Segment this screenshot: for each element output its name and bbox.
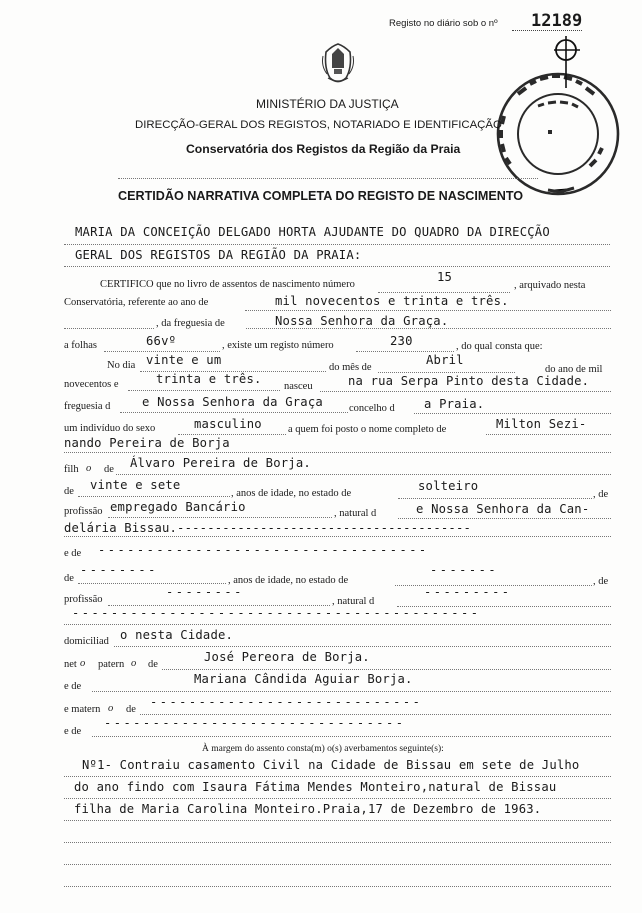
mae-de-label: de [64,573,74,584]
natural-pai-value: e Nossa Senhora da Can- [416,502,590,516]
concelho-label: concelho d [349,403,395,414]
consta-label: , do qual consta que: [456,341,543,352]
nome-value-2: nando Pereira de Borja [64,436,230,450]
rule [78,496,230,497]
pai-value: Álvaro Pereira de Borja. [130,456,311,470]
conservatoria-ref-label: Conservatória, referente ao ano de [64,297,209,308]
mae-profissao-dashes: -------- [166,585,244,599]
ano-de-mil-label: do ano de mil [545,364,603,375]
rule [140,714,611,715]
novecentos-label: novecentos e [64,379,119,390]
averbamento-line-2: do ano findo com Isaura Fátima Mendes Monteiro,natural de Bissau [74,780,557,794]
domicilio-value: o nesta Cidade. [120,628,234,642]
natural-label: , natural d [334,508,377,519]
profissao-pai-value: empregado Bancário [110,500,246,514]
local-nascimento-value: na rua Serpa Pinto desta Cidade. [348,374,590,388]
document-title: CERTIDÃO NARRATIVA COMPLETA DO REGISTO DE NASCIMENTO [118,189,524,203]
anos-idade-label: , anos de idade, no estado de [231,488,352,499]
signatario-line-2: GERAL DOS REGISTOS DA REGIÃO DA PRAIA: [75,248,362,262]
averbamento-line-1: Nº1- Contraiu casamento Civil na Cidade de Bissau em sete de Julho [82,758,580,772]
matern-e-de-dashes: ------------------------------- [104,716,406,730]
rule [414,413,611,414]
freguesia2-value: e Nossa Senhora da Graça [142,395,323,409]
rule [398,498,592,499]
estado-pai-value: solteiro [418,479,479,493]
rule [64,842,611,843]
rule [108,517,332,518]
header-rule [118,178,538,179]
mae-natural-label: , natural d [332,596,375,607]
rule [398,518,611,519]
filh-label: filh [64,464,79,475]
rule [104,351,220,352]
avo-paterno-de-label: de [148,659,158,670]
de-comma-label: , de [593,489,609,500]
mae-estado-dashes: ------- [430,563,499,577]
nome-completo-label: a quem foi posto o nome completo de [288,424,447,435]
folhas-label: a folhas [64,340,97,351]
rule [64,776,611,777]
rule [64,266,610,267]
natural-pai-cont: delária Bissau.--------------------------------------- [64,521,472,535]
mae-natural-dashes: --------- [424,585,512,599]
rule [128,390,280,391]
neto-suffix: o [80,658,86,669]
rule [114,646,611,647]
mes-label: do mês de [329,362,372,373]
rule [64,244,610,245]
margem-label: À margem do assento consta(m) o(s) averbamentos seguinte(s): [202,744,444,754]
rule [64,886,611,887]
ano-extenso: mil novecentos e trinta e três. [275,294,509,308]
conservatoria-title: Conservatória dos Registos da Região da Praia [186,142,461,156]
matern-de-label: de [126,704,136,715]
nasceu-label: nasceu [284,381,313,392]
livro-numero: 15 [437,270,453,284]
mae-profissao-label: profissão [64,594,103,605]
mes-value: Abril [426,353,464,367]
rule [378,372,515,373]
certifico-label: CERTIFICO que no livro de assentos de nascimento número [100,279,355,290]
freguesia-d-label: freguesia d [64,401,111,412]
ano-resto-value: trinta e três. [156,372,262,386]
rule [78,583,226,584]
mae-de-dashes-left: -------- [80,563,158,577]
rule [64,624,611,625]
net-label: net [64,659,77,670]
rule [356,351,454,352]
paterno-suffix: o [131,658,137,669]
filh-suffix: o [86,463,92,474]
rule [64,864,611,865]
rule [92,691,611,692]
dia-value: vinte e um [146,353,222,367]
rule [64,328,154,329]
avo-paterno-value: José Pereora de Borja. [204,650,370,664]
rule [64,798,611,799]
no-dia-label: No dia [107,360,136,371]
registo-label: Registo no diário sob o nº [389,18,498,29]
idade-pai-de-label: de [64,486,74,497]
existe-label: , existe um registo número [222,340,334,351]
matern-label: e matern [64,704,101,715]
mae-anos-label: , anos de idade, no estado de [228,575,349,586]
matern-e-de-label: e de [64,726,82,737]
folhas-value: 66vº [146,334,177,348]
mae-de-comma-label: , de [593,576,609,587]
rule [178,434,286,435]
direccao-title: DIRECÇÃO-GERAL DOS REGISTOS, NOTARIADO E IDENTIFICAÇÃO [135,119,502,131]
rule [64,452,611,453]
rule [92,736,611,737]
rule [245,310,611,311]
registo-number: 12189 [531,11,583,31]
rule [116,474,611,475]
patern-label: patern [98,659,125,670]
coat-of-arms-emblem [318,38,358,88]
domiciliad-label: domiciliad [64,636,109,647]
concelho-value: a Praia. [424,397,485,411]
nome-value-1: Milton Sezi- [496,417,587,431]
registo-numero-value: 230 [390,334,413,348]
avo-paterna-label: e de [64,681,82,692]
rule [120,412,348,413]
avo-paterna-value: Mariana Cândida Aguiar Borja. [194,672,413,686]
freguesia-label: , da freguesia de [156,318,225,329]
arquivado-label: , arquivado nesta [514,280,586,291]
profissao-label: profissão [64,506,103,517]
mae-cont-dashes: ------------------------------------------ [72,606,481,620]
signature-mark [546,30,586,90]
signatario-line-1: MARIA DA CONCEIÇÃO DELGADO HORTA AJUDANTE DO QUADRO DA DIRECÇÃO [75,225,550,239]
rule [64,820,611,821]
averbamento-line-3: filha de Maria Carolina Monteiro.Praia,17 de Dezembro de 1963. [74,802,542,816]
ministerio-title: MINISTÉRIO DA JUSTIÇA [256,97,399,111]
rule [162,669,611,670]
mae-e-de-dashes: ---------------------------------- [98,543,429,557]
sexo-value: masculino [194,417,262,431]
rule [64,536,611,537]
mae-e-de-label: e de [64,548,82,559]
matern-dashes: ---------------------------- [150,695,423,709]
filh-de-label: de [104,464,114,475]
materno-suffix: o [108,703,114,714]
rule [486,434,611,435]
individuo-label: um indivíduo do sexo [64,423,156,434]
rule [378,292,510,293]
freguesia-value: Nossa Senhora da Graça. [275,314,449,328]
rule [320,391,611,392]
rule [246,328,611,329]
idade-pai-value: vinte e sete [90,478,181,492]
